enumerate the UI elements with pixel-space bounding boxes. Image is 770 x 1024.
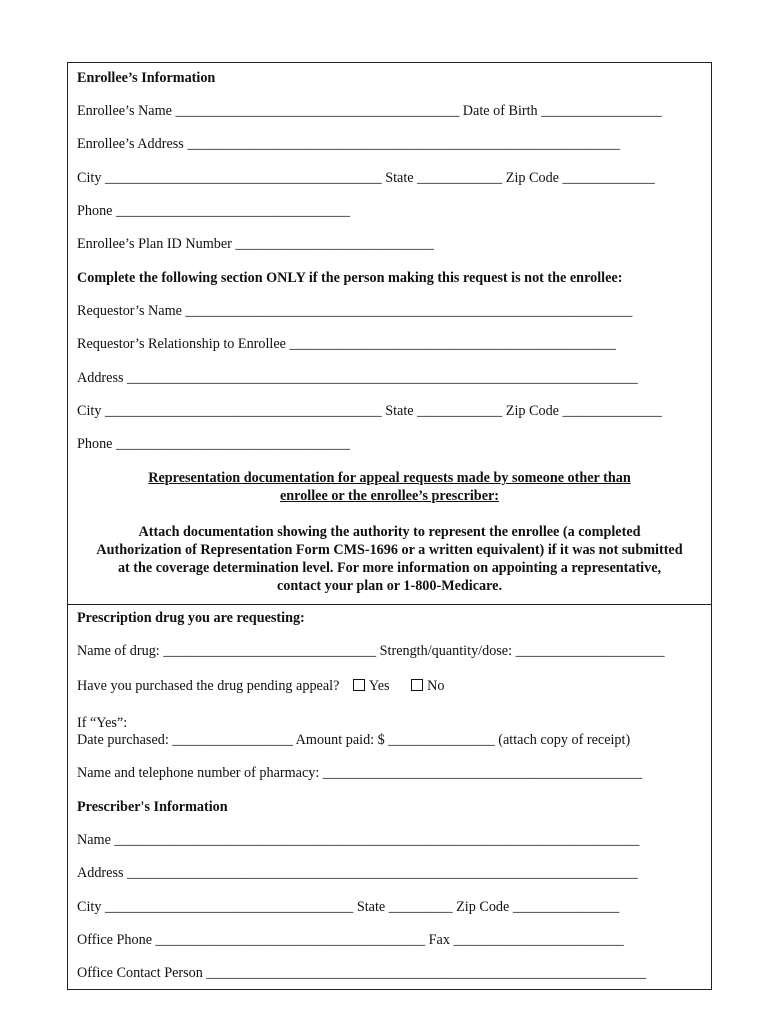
requestor-name-field[interactable]: Requestor’s Name _______________________________________________________________ (77, 303, 633, 319)
pharmacy-field[interactable]: Name and telephone number of pharmacy: _____________________________________________ (77, 765, 643, 781)
office-phone-fax-field[interactable]: Office Phone ______________________________________ Fax ________________________ (77, 932, 624, 948)
date-purchased-amount-field[interactable]: Date purchased: _________________ Amount paid: $ _______________ (attach copy of receipt) (77, 732, 631, 748)
attach-note-line-4: contact your plan or 1-800-Medicare. (277, 578, 502, 594)
attach-note-line-1: Attach documentation showing the authority to represent the enrollee (a completed (138, 524, 641, 540)
prescription-drug-heading: Prescription drug you are requesting: (77, 610, 305, 626)
prescriber-address-field[interactable]: Address ________________________________________________________________________ (77, 865, 638, 881)
enrollee-phone-field[interactable]: Phone _________________________________ (77, 203, 351, 219)
yes-checkbox[interactable] (353, 679, 365, 691)
requestor-instruction: Complete the following section ONLY if the person making this request is not the enrollee: (77, 270, 623, 286)
drug-name-strength-field[interactable]: Name of drug: ______________________________ Strength/quantity/dose: _____________________ (77, 643, 665, 659)
representation-heading-line-1: Representation documentation for appeal requests made by someone other than (148, 470, 631, 486)
attach-note-line-2: Authorization of Representation Form CMS-1696 or a written equivalent) if it was not submitted (96, 542, 683, 558)
no-label: No (427, 678, 445, 694)
requestor-phone-field[interactable]: Phone _________________________________ (77, 436, 351, 452)
enrollee-address-field[interactable]: Enrollee’s Address _____________________________________________________________ (77, 136, 621, 152)
purchased-question-row (77, 678, 444, 695)
enrollee-city-state-zip-field[interactable]: City _______________________________________ State ____________ Zip Code _____________ (77, 170, 655, 186)
office-contact-person-field[interactable]: Office Contact Person ______________________________________________________________ (77, 965, 647, 981)
enrollee-info-heading: Enrollee’s Information (77, 70, 216, 86)
prescriber-name-field[interactable]: Name __________________________________________________________________________ (77, 832, 640, 848)
if-yes-label: If “Yes”: (77, 715, 128, 731)
no-checkbox[interactable] (411, 679, 423, 691)
enrollee-name-field[interactable]: Enrollee’s Name ________________________________________ Date of Birth _________________ (77, 103, 662, 119)
attach-note-line-3: at the coverage determination level. For more information on appointing a representative, (117, 560, 662, 576)
purchased-question-label: Have you purchased the drug pending appeal? (77, 678, 340, 694)
representation-heading-line-2: enrollee or the enrollee’s prescriber: (279, 488, 500, 504)
yes-label: Yes (368, 678, 390, 694)
prescriber-city-state-zip-field[interactable]: City ___________________________________ State _________ Zip Code _______________ (77, 899, 620, 915)
enrollee-plan-id-field[interactable]: Enrollee’s Plan ID Number ____________________________ (77, 236, 435, 252)
requestor-address-field[interactable]: Address ________________________________________________________________________ (77, 370, 638, 386)
requestor-city-state-zip-field[interactable]: City _______________________________________ State ____________ Zip Code ______________ (77, 403, 662, 419)
requestor-relationship-field[interactable]: Requestor’s Relationship to Enrollee ______________________________________________ (77, 336, 616, 352)
prescriber-info-heading: Prescriber's Information (77, 799, 228, 815)
